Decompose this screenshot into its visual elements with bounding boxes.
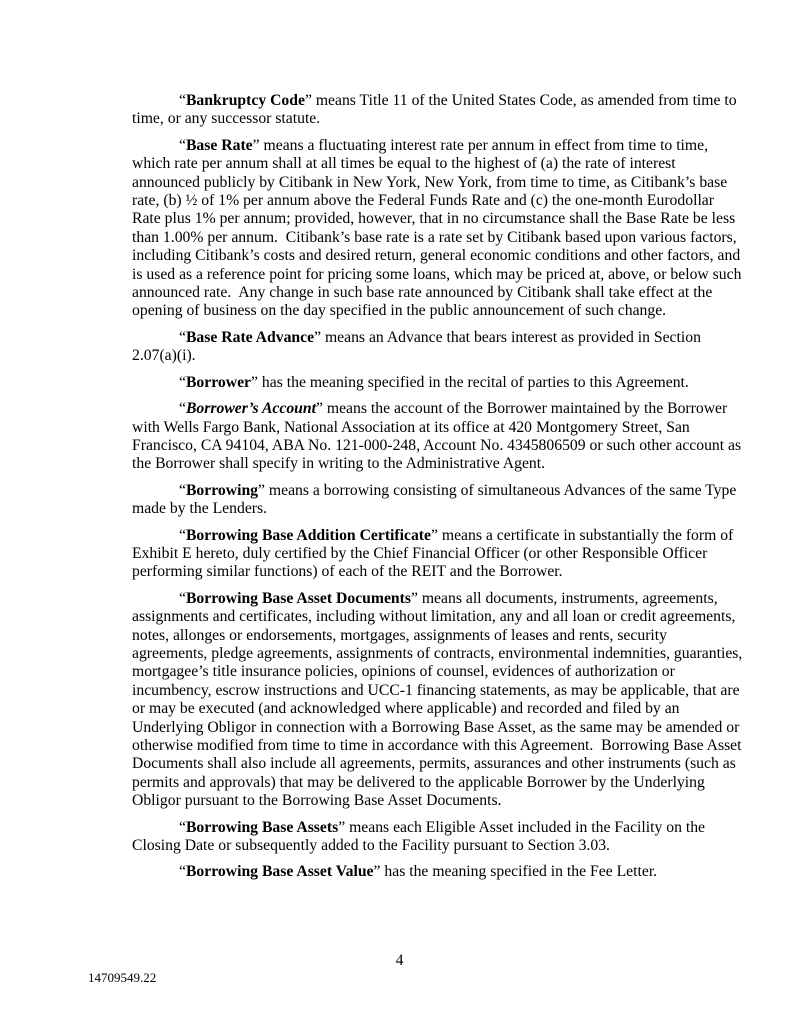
definition-text: ” means a borrowing consisting of simultaneous Advances of the same Type made by the Lenders. (132, 481, 741, 518)
definition-text: “ (179, 481, 186, 499)
definition-paragraph-10 (132, 863, 743, 881)
definition-text: ” means Title 11 of the United States Code, as amended from time to time, or any successor statute. (132, 92, 741, 128)
definition-text: “ (179, 863, 186, 881)
defined-term: Bankruptcy Code (185, 92, 305, 109)
defined-term: Borrower’s Account (185, 400, 316, 418)
definition-text: ” means an Advance that bears interest as provided in Section 2.07(a)(i). (132, 328, 705, 365)
defined-term: Borrowing Base Asset Value (185, 863, 374, 881)
definition-paragraph-4 (132, 374, 743, 392)
definition-text: “ (179, 526, 186, 544)
definition-text: “ (179, 92, 186, 109)
defined-term: Base Rate Advance (185, 328, 315, 346)
definition-text: ” means a certificate in substantially the form of Exhibit E hereto, duly certified by the Chief Financial Officer (or other Responsible Officer performing similar functions) of each of the REIT and the Borrower. (132, 526, 738, 581)
document-number: 14709549.22 (88, 970, 157, 985)
definition-paragraph-9 (132, 819, 743, 856)
defined-term: Base Rate (185, 136, 253, 154)
definition-paragraph-6 (132, 482, 743, 519)
definition-paragraph-5 (132, 400, 746, 474)
document-body (132, 92, 747, 890)
definition-text: “ (179, 818, 186, 836)
definition-paragraph-1 (132, 92, 743, 129)
definition-text: ” has the meaning specified in the recital of parties to this Agreement. (251, 373, 689, 391)
defined-term: Borrowing Base Asset Documents (185, 589, 411, 607)
definition-paragraph-2 (132, 136, 746, 321)
defined-term: Borrowing Base Addition Certificate (185, 526, 431, 544)
definition-text: “ (179, 136, 186, 154)
definition-text: “ (179, 400, 186, 418)
definition-paragraph-8 (132, 589, 747, 811)
definition-text: ” means the account of the Borrower maintained by the Borrower with Wells Fargo Bank, National Association at its office at 420 Montgomery Street, San Francisco, CA 94104, ABA No. 121-000-248, Account No. 4345806509 or such other account as the Borrower shall specify in writing to the Administrative Agent. (132, 400, 746, 473)
defined-term: Borrower (185, 373, 252, 391)
defined-term: Borrowing (185, 481, 259, 499)
definition-text: ” means each Eligible Asset included in the Facility on the Closing Date or subsequently added to the Facility pursuant to Section 3.03. (132, 818, 709, 855)
definition-text: “ (179, 589, 186, 607)
definition-paragraph-3 (132, 329, 743, 366)
page-number: 4 (395, 952, 404, 969)
definition-text: “ (179, 328, 186, 346)
definition-text: ” has the meaning specified in the Fee Letter. (373, 863, 658, 881)
definition-text: “ (179, 373, 186, 391)
definition-text: ” means a fluctuating interest rate per annum in effect from time to time, which rate per annum shall at all times be equal to the highest of (a) the rate of interest announced publicly by Citibank in New York, New York, from time to time, as Citibank’s base rate, (b) ½ of 1% per annum above the Federal Funds Rate and (c) the one-month Eurodollar Rate plus 1% per annum; provided, however, that in no circumstance shall the Base Rate be less than 1.00% per annum. Citibank’s base rate is a rate set by Citibank based upon various factors, including Citibank’s costs and desired return, general economic conditions and other factors, and is used as a reference point for pricing some loans, which may be priced at, above, or below such announced rate. Any change in such base rate announced by Citibank shall take effect at the opening of business on the day specified in the public announcement of such change. (132, 136, 746, 320)
definition-paragraph-7 (132, 527, 743, 582)
definition-text: ” means all documents, instruments, agreements, assignments and certificates, including without limitation, any and all loan or credit agreements, notes, allonges or endorsements, mortgages, assignments of leases and rents, security agreements, pledge agreements, assignments of contracts, environmental indemnities, guaranties, mortgagee’s title insurance policies, opinions of counsel, evidences of authorization or incumbency, escrow instructions and UCC-1 financing statements, as may be applicable, that are or may be executed (and acknowledged where applicable) and recorded and filed by an Underlying Obligor in connection with a Borrowing Base Asset, as the same may be amended or otherwise modified from time to time in accordance with this Agreement. Borrowing Base Asset Documents shall also include all agreements, permits, assurances and other instruments (such as permits and approvals) that may be delivered to the applicable Borrower by the Underlying Obligor pursuant to the Borrowing Base Asset Documents. (132, 589, 747, 810)
defined-term: Borrowing Base Assets (185, 818, 339, 836)
